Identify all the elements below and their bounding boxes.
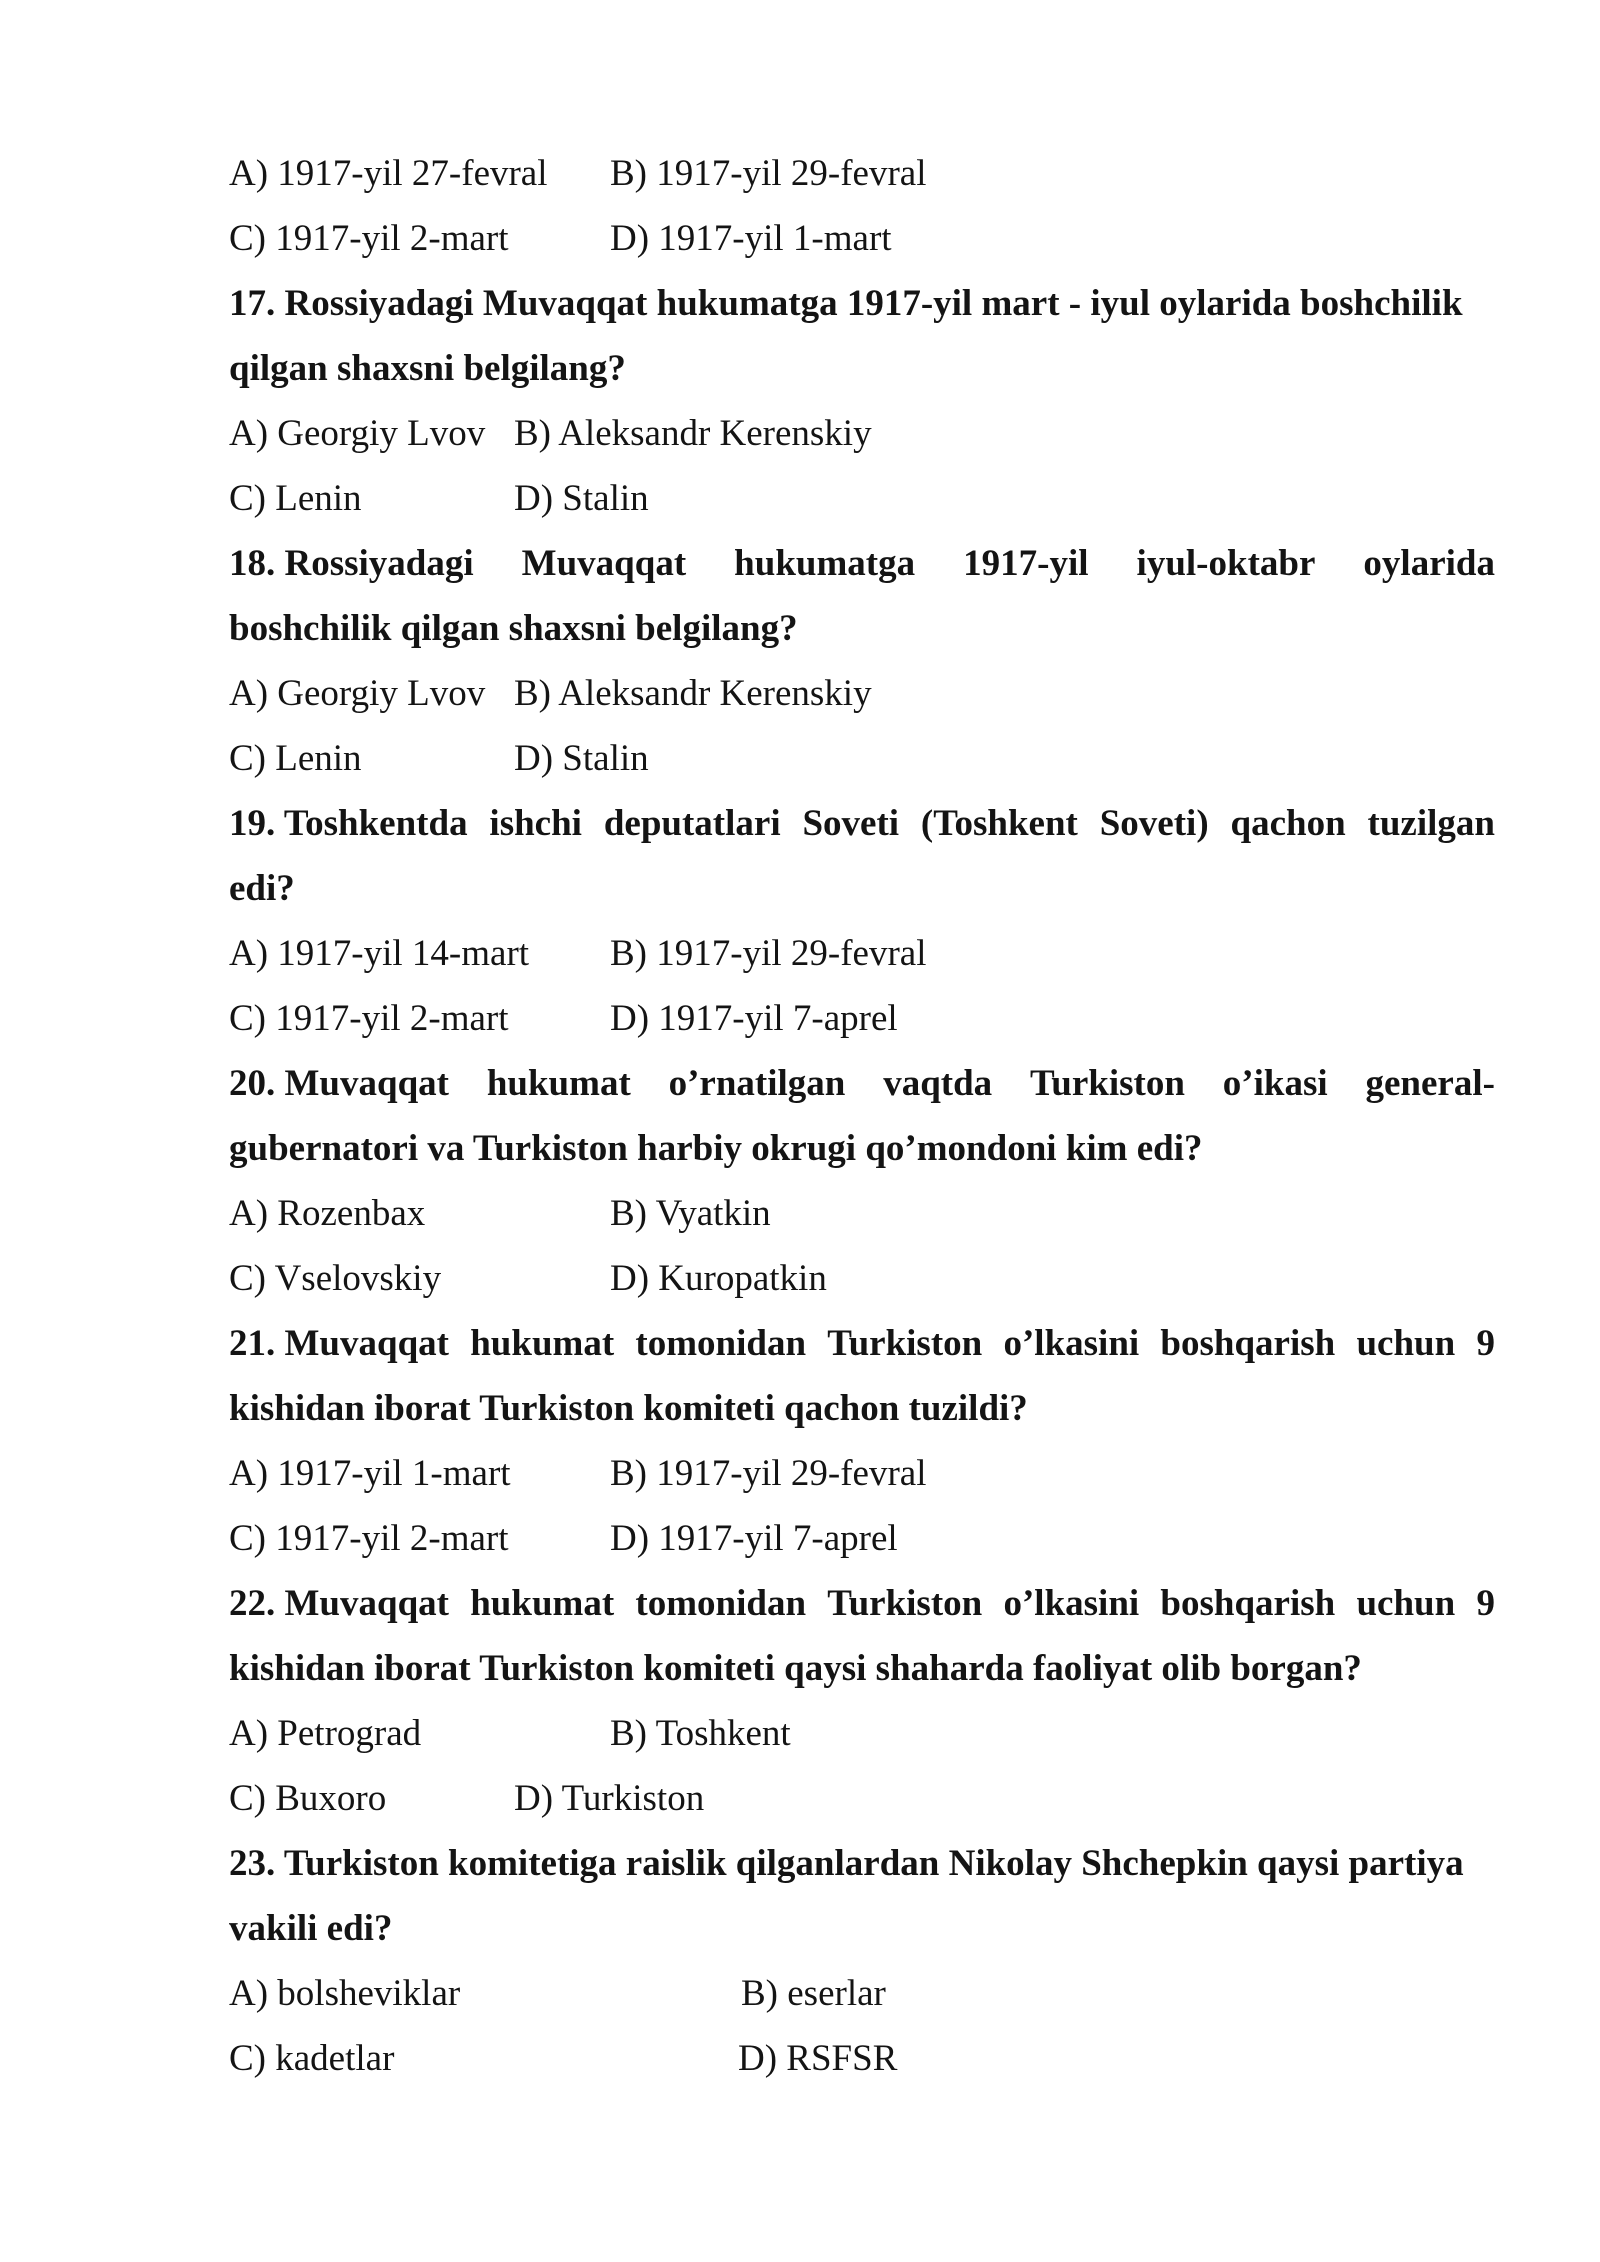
question-20-word: general-	[1365, 1063, 1495, 1104]
question-21-word: hukumat	[470, 1323, 615, 1364]
question-19-word: Soveti	[802, 803, 900, 844]
question-18-word: 1917-yil	[963, 543, 1089, 584]
question-18-option-a: A) Georgiy Lvov	[229, 673, 486, 714]
question-22-line-2: kishidan iborat Turkiston komiteti qaysi shaharda faoliyat olib borgan?	[229, 1648, 1362, 1689]
question-17-option-d: D) Stalin	[514, 478, 649, 519]
question-21-word: Turkiston	[827, 1323, 983, 1364]
question-19-option-d: D) 1917-yil 7-aprel	[610, 998, 898, 1039]
question-19-option-c: C) 1917-yil 2-mart	[229, 998, 509, 1039]
question-20-option-b: B) Vyatkin	[610, 1193, 771, 1234]
question-21-option-c: C) 1917-yil 2-mart	[229, 1518, 509, 1559]
prev-option-d: D) 1917-yil 1-mart	[610, 218, 892, 259]
question-21-option-a: A) 1917-yil 1-mart	[229, 1453, 511, 1494]
question-19-word: tuzilgan	[1367, 803, 1495, 844]
question-23-option-d: D) RSFSR	[738, 2038, 898, 2079]
question-21-word: o’lkasini	[1003, 1323, 1140, 1364]
question-18-word: oylarida	[1363, 543, 1495, 584]
question-20-option-c: C) Vselovskiy	[229, 1258, 442, 1299]
question-22-line-1	[229, 1581, 1495, 1627]
question-22-word: boshqarish	[1160, 1583, 1336, 1624]
question-21-word: uchun	[1356, 1323, 1456, 1364]
question-21-word: tomonidan	[635, 1323, 807, 1364]
question-19-option-b: B) 1917-yil 29-fevral	[610, 933, 927, 974]
question-19-word: (Toshkent	[920, 803, 1078, 844]
question-20-option-d: D) Kuropatkin	[610, 1258, 827, 1299]
question-20-word: o’rnatilgan	[668, 1063, 846, 1104]
question-21-word: 21. Muvaqqat	[229, 1323, 449, 1364]
question-18-option-c: C) Lenin	[229, 738, 362, 779]
question-20-line-1	[229, 1061, 1495, 1107]
question-23-line-2: vakili edi?	[229, 1908, 393, 1949]
question-17-line-1: 17. Rossiyadagi Muvaqqat hukumatga 1917-yil mart - iyul oylarida boshchilik	[229, 283, 1463, 324]
question-21-word: 9	[1476, 1323, 1495, 1364]
question-20-word: vaqtda	[883, 1063, 993, 1104]
question-19-word: 19. Toshkentda	[229, 803, 468, 844]
question-22-word: Turkiston	[827, 1583, 983, 1624]
prev-option-c: C) 1917-yil 2-mart	[229, 218, 509, 259]
question-20-option-a: A) Rozenbax	[229, 1193, 426, 1234]
question-19-option-a: A) 1917-yil 14-mart	[229, 933, 530, 974]
question-18-line-1	[229, 541, 1495, 587]
question-18-line-2: boshchilik qilgan shaxsni belgilang?	[229, 608, 798, 649]
question-21-word: boshqarish	[1160, 1323, 1336, 1364]
question-17-line-2: qilgan shaxsni belgilang?	[229, 348, 626, 389]
question-20-word: Turkiston	[1030, 1063, 1185, 1104]
question-23-option-c: C) kadetlar	[229, 2038, 395, 2079]
question-22-word: 9	[1476, 1583, 1495, 1624]
question-19-line-1	[229, 801, 1495, 847]
question-17-option-c: C) Lenin	[229, 478, 362, 519]
question-22-word: tomonidan	[635, 1583, 807, 1624]
prev-option-b: B) 1917-yil 29-fevral	[610, 153, 927, 194]
question-18-word: hukumatga	[734, 543, 916, 584]
question-20-word: o’ikasi	[1222, 1063, 1328, 1104]
question-20-word: 20. Muvaqqat	[229, 1063, 449, 1104]
question-22-option-c: C) Buxoro	[229, 1778, 387, 1819]
question-19-line-2: edi?	[229, 868, 295, 909]
question-22-word: uchun	[1356, 1583, 1456, 1624]
question-20-word: hukumat	[486, 1063, 631, 1104]
question-22-option-b: B) Toshkent	[610, 1713, 791, 1754]
question-21-option-b: B) 1917-yil 29-fevral	[610, 1453, 927, 1494]
prev-option-a: A) 1917-yil 27-fevral	[229, 153, 548, 194]
question-18-word: iyul-oktabr	[1136, 543, 1316, 584]
question-23-option-a: A) bolsheviklar	[229, 1973, 461, 2014]
question-21-line-1	[229, 1321, 1495, 1367]
question-22-word: 22. Muvaqqat	[229, 1583, 449, 1624]
question-18-option-d: D) Stalin	[514, 738, 649, 779]
question-23-option-b: B) eserlar	[741, 1973, 886, 2014]
question-17-option-b: B) Aleksandr Kerenskiy	[514, 413, 872, 454]
question-18-option-b: B) Aleksandr Kerenskiy	[514, 673, 872, 714]
question-18-word: 18. Rossiyadagi	[229, 543, 474, 584]
question-17-option-a: A) Georgiy Lvov	[229, 413, 486, 454]
question-22-word: o’lkasini	[1003, 1583, 1140, 1624]
question-19-word: Soveti)	[1099, 803, 1209, 844]
question-21-option-d: D) 1917-yil 7-aprel	[610, 1518, 898, 1559]
question-22-option-d: D) Turkiston	[514, 1778, 705, 1819]
question-23-line-1: 23. Turkiston komitetiga raislik qilganlardan Nikolay Shchepkin qaysi partiya	[229, 1843, 1464, 1884]
question-22-word: hukumat	[470, 1583, 615, 1624]
question-19-word: ishchi	[489, 803, 582, 844]
question-19-word: qachon	[1230, 803, 1346, 844]
question-18-word: Muvaqqat	[521, 543, 687, 584]
question-22-option-a: A) Petrograd	[229, 1713, 422, 1754]
question-21-line-2: kishidan iborat Turkiston komiteti qachon tuzildi?	[229, 1388, 1028, 1429]
question-19-word: deputatlari	[603, 803, 781, 844]
question-20-line-2: gubernatori va Turkiston harbiy okrugi qo’mondoni kim edi?	[229, 1128, 1203, 1169]
